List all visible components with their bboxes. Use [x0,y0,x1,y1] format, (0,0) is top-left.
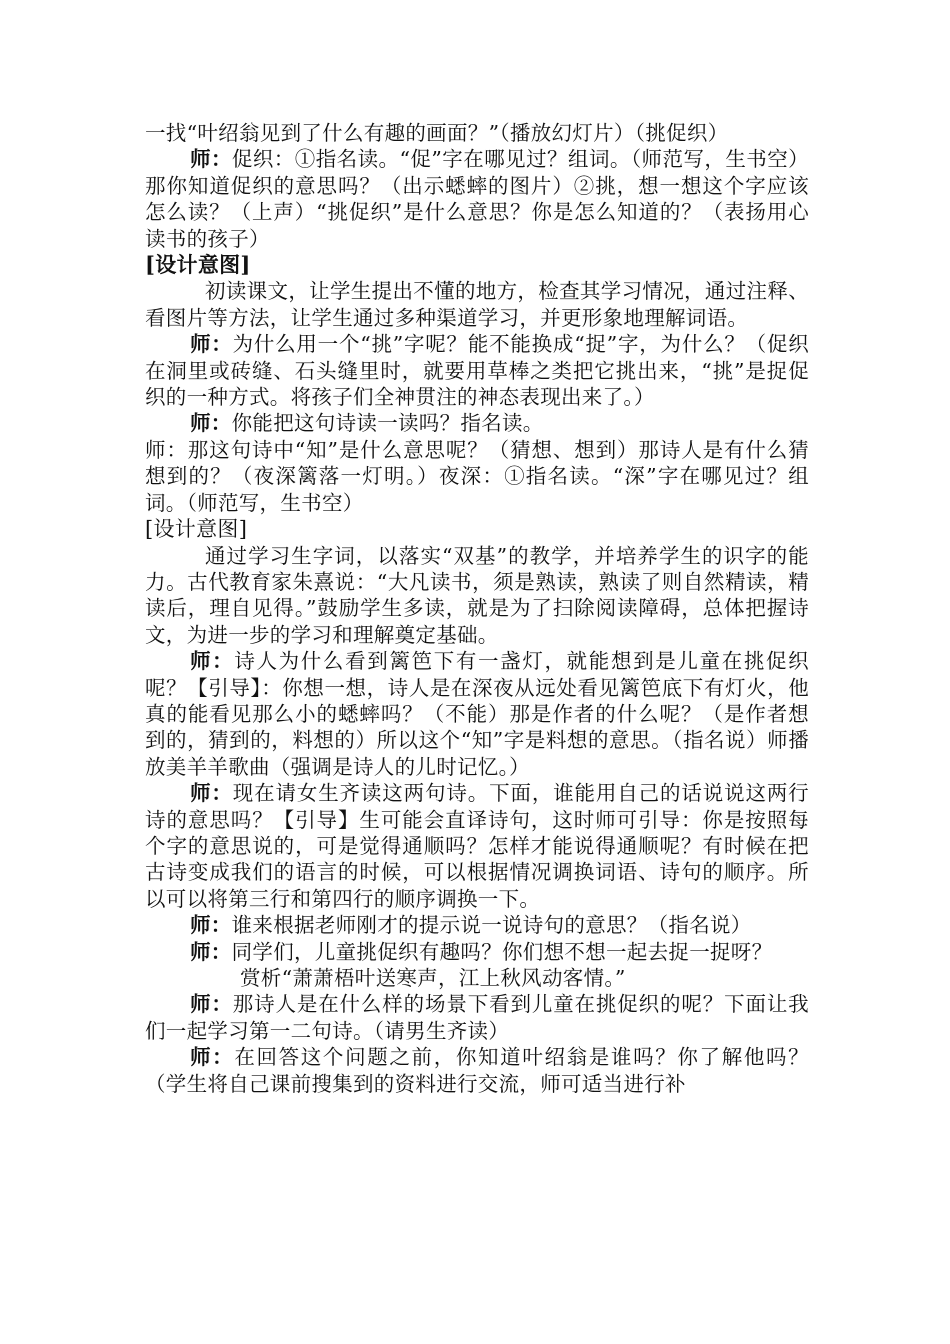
paragraph: 一找“叶绍翁见到了什么有趣的画面？”（播放幻灯片）（挑促织） [145,121,729,145]
speaker-label: 师： [190,649,235,674]
speaker-label: 师： [190,939,232,964]
speaker-label: 师： [190,781,233,806]
paragraph: 通过学习生字词，以落实“双基”的教学，并培养学生的识字的能力。古代教育家朱熹说：“大凡读书，须是熟读，熟读了则自然精读，精读后，理自见得。”鼓励学生多读，就是为了扫除阅读障碍，总体把握诗文，为进一步的学习和理解奠定基础。 [145,543,809,647]
paragraph: 师：你能把这句诗读一读吗？指名读。 [190,411,544,436]
speaker-label: 师： [190,913,232,938]
speaker-label: 师： [190,1045,235,1070]
paragraph: 师：那这句诗中“知”是什么意思呢？（猜想、想到）那诗人是有什么猜想到的？（夜深篱落一灯明。）夜深：①指名读。“深”字在哪见过？组词。（师范写，生书空） [145,437,809,515]
document-body [145,120,809,1097]
paragraph: 师：同学们，儿童挑促织有趣吗？你们想不想一起去捉一捉呀？ [190,939,773,964]
speaker-label: 师： [190,332,233,357]
section-heading: [设计意图] [145,517,248,542]
paragraph: 初读课文，让学生提出不懂的地方，检查其学习情况，通过注释、看图片等方法，让学生通过多种渠道学习，并更形象地理解词语。 [145,279,809,330]
speaker-label: 师： [190,147,232,172]
section-heading: [设计意图] [145,252,251,278]
poem-line-heading: 赏析“萧萧梧叶送寒声，江上秋风动客情。” [240,966,626,990]
speaker-label: 师： [190,992,233,1017]
paragraph: 师：那诗人是在什么样的场景下看到儿童在挑促织的呢？下面让我们一起学习第一二句诗。（请男生齐读） [145,992,809,1043]
paragraph: 师：在回答这个问题之前，你知道叶绍翁是谁吗？你了解他吗？（学生将自己课前搜集到的资料进行交流，师可适当进行补 [145,1045,809,1096]
paragraph: 师：为什么用一个“挑”字呢？能不能换成“捉”字，为什么？（促织在洞里或砖缝、石头缝里时，就要用草棒之类把它挑出来，“挑”是捉促织的一种方式。将孩子们全神贯注的神态表现出来了。） [145,332,809,410]
speaker-label: 师： [190,411,232,436]
paragraph: 师：促织：①指名读。“促”字在哪见过？组词。（师范写，生书空）那你知道促织的意思吗？（出示蟋蟀的图片）②挑，想一想这个字应该怎么读？（上声）“挑促织”是什么意思？你是怎么知道的？（表扬用心读书的孩子） [145,147,809,251]
paragraph: 师：诗人为什么看到篱笆下有一盏灯，就能想到是儿童在挑促织呢？【引导】：你想一想，诗人是在深夜从远处看见篱笆底下有灯火，他真的能看见那么小的蟋蟀吗？（不能）那是作者的什么呢？（是作者想到的，猜到的，料想的）所以这个“知”字是料想的意思。（指名说）师播放美羊羊歌曲（强调是诗人的儿时记忆。） [145,649,809,779]
paragraph: 师：现在请女生齐读这两句诗。下面，谁能用自己的话说说这两行诗的意思吗？【引导】生可能会直译诗句，这时师可引导：你是按照每个字的意思说的，可是觉得通顺吗？怎样才能说得通顺呢？有时候在把古诗变成我们的语言的时候，可以根据情况调换词语、诗句的顺序。所以可以将第三行和第四行的顺序调换一下。 [145,781,809,911]
paragraph: 师：谁来根据老师刚才的提示说一说诗句的意思？（指名说） [190,913,752,938]
